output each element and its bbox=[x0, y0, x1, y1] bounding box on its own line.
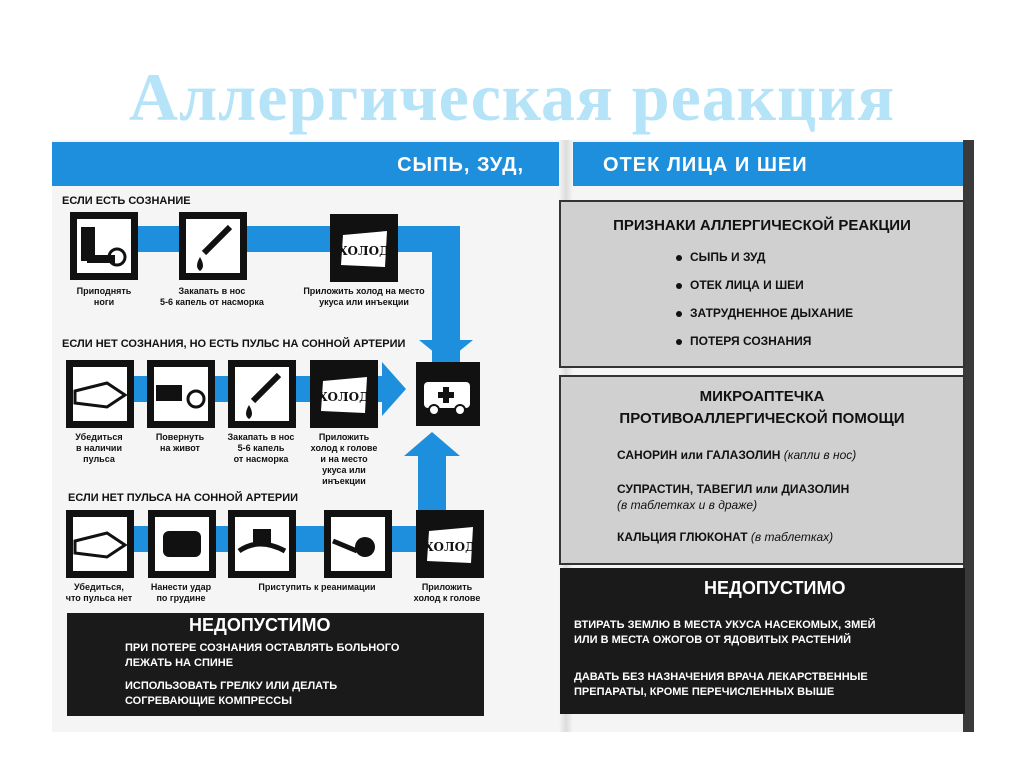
step-caption: Приподнять ноги bbox=[76, 286, 132, 307]
turn-on-stomach-icon bbox=[147, 360, 215, 428]
cold-pack-icon bbox=[416, 510, 484, 578]
page-title: Аллергическая реакция bbox=[128, 59, 896, 135]
sign-item: ЗАТРУДНЕННОЕ ДЫХАНИЕ bbox=[676, 306, 853, 320]
ambulance-icon bbox=[416, 362, 480, 426]
section1-label: ЕСЛИ ЕСТЬ СОЗНАНИЕ bbox=[62, 195, 191, 207]
cold-pack-icon bbox=[310, 360, 378, 428]
kit-item bbox=[617, 481, 849, 513]
step-caption: Закапать в нос 5-6 капель от насморка bbox=[160, 286, 264, 307]
cold-pack-icon bbox=[330, 214, 398, 282]
signs-box bbox=[559, 200, 965, 368]
signs-title: ПРИЗНАКИ АЛЛЕРГИЧЕСКОЙ РЕАКЦИИ bbox=[613, 217, 911, 234]
check-pulse-icon bbox=[66, 360, 134, 428]
kit-item-note: (в таблетках) bbox=[750, 530, 834, 544]
sign-item: ОТЕК ЛИЦА И ШЕИ bbox=[676, 278, 804, 292]
kit-item bbox=[617, 529, 833, 545]
cold-label: ХОЛОД bbox=[318, 390, 370, 404]
cold-label: ХОЛОД bbox=[424, 540, 476, 554]
sign-item: ПОТЕРЯ СОЗНАНИЯ bbox=[676, 334, 811, 348]
section2-label: ЕСЛИ НЕТ СОЗНАНИЯ, НО ЕСТЬ ПУЛЬС НА СОННОЙ АРТЕРИИ bbox=[62, 338, 406, 350]
sign-item: СЫПЬ И ЗУД bbox=[676, 250, 765, 264]
nose-drops-icon bbox=[179, 212, 247, 280]
right-forbidden-item: ВТИРАТЬ ЗЕМЛЮ В МЕСТА УКУСА НАСЕКОМЫХ, ЗМЕЙ ИЛИ В МЕСТА ОЖОГОВ ОТ ЯДОВИТЫХ РАСТЕНИЙ bbox=[574, 619, 876, 646]
check-pulse-icon bbox=[66, 510, 134, 578]
left-forbidden-item: ПРИ ПОТЕРЕ СОЗНАНИЯ ОСТАВЛЯТЬ БОЛЬНОГО ЛЕЖАТЬ НА СПИНЕ bbox=[125, 642, 400, 669]
kit-item bbox=[617, 447, 856, 463]
flow-arrow-right bbox=[382, 362, 406, 416]
step-caption: Приложить холод к голове и на место укуса или инъекции bbox=[310, 432, 378, 486]
first-aid-kit-box bbox=[559, 375, 965, 565]
step-caption: Приложить холод к голове bbox=[413, 582, 481, 603]
right-forbidden-title: НЕДОПУСТИМО bbox=[704, 578, 846, 598]
step-caption: Нанести удар по грудине bbox=[150, 582, 212, 603]
right-forbidden-item: ДАВАТЬ БЕЗ НАЗНАЧЕНИЯ ВРАЧА ЛЕКАРСТВЕННЫЕ ПРЕПАРАТЫ, КРОМЕ ПЕРЕЧИСЛЕННЫХ ВЫШЕ bbox=[574, 671, 868, 698]
right-forbidden-box bbox=[560, 568, 965, 714]
kit-item-note: (капли в нос) bbox=[783, 448, 857, 462]
kit-item-note: (в таблетках и в драже) bbox=[617, 498, 758, 512]
flow-arrow-down bbox=[419, 340, 473, 362]
poster-spread bbox=[52, 140, 974, 732]
left-forbidden-box bbox=[67, 613, 484, 716]
left-header-bar bbox=[52, 142, 560, 186]
kit-title-line1: МИКРОАПТЕЧКА bbox=[699, 388, 825, 405]
step-caption: Повернуть на живот bbox=[155, 432, 205, 453]
step-caption: Приложить холод на место укуса или инъекции bbox=[303, 286, 425, 307]
left-header-text: СЫПЬ, ЗУД, bbox=[397, 154, 524, 176]
right-header-bar bbox=[573, 142, 965, 186]
step-caption: Убедиться, что пульса нет bbox=[65, 582, 133, 603]
left-forbidden-item: ИСПОЛЬЗОВАТЬ ГРЕЛКУ ИЛИ ДЕЛАТЬ СОГРЕВАЮЩИЕ КОМПРЕССЫ bbox=[125, 680, 338, 707]
step-caption: Закапать в нос 5-6 капель от насморка bbox=[227, 432, 295, 464]
nose-drops-icon bbox=[228, 360, 296, 428]
left-forbidden-title: НЕДОПУСТИМО bbox=[189, 615, 331, 635]
step-caption: Приступить к реанимации bbox=[258, 582, 376, 592]
section3-label: ЕСЛИ НЕТ ПУЛЬСА НА СОННОЙ АРТЕРИИ bbox=[68, 492, 299, 504]
right-header-text: ОТЕК ЛИЦА И ШЕИ bbox=[603, 154, 808, 176]
kit-item-name: КАЛЬЦИЯ ГЛЮКОНАТ bbox=[617, 530, 748, 544]
kit-item-name: СУПРАСТИН, ТАВЕГИЛ или ДИАЗОЛИН bbox=[617, 482, 850, 496]
kit-title-line2: ПРОТИВОАЛЛЕРГИЧЕСКОЙ ПОМОЩИ bbox=[619, 410, 905, 427]
chest-strike-icon bbox=[148, 510, 216, 578]
cpr-icon bbox=[324, 510, 392, 578]
step-caption: Убедиться в наличии пульса bbox=[75, 432, 123, 464]
raise-legs-icon bbox=[70, 212, 138, 280]
cold-label: ХОЛОД bbox=[338, 244, 390, 258]
kit-item-name: САНОРИН или ГАЛАЗОЛИН bbox=[617, 448, 781, 462]
cpr-icon bbox=[228, 510, 296, 578]
flow-arrow-up bbox=[404, 432, 460, 456]
